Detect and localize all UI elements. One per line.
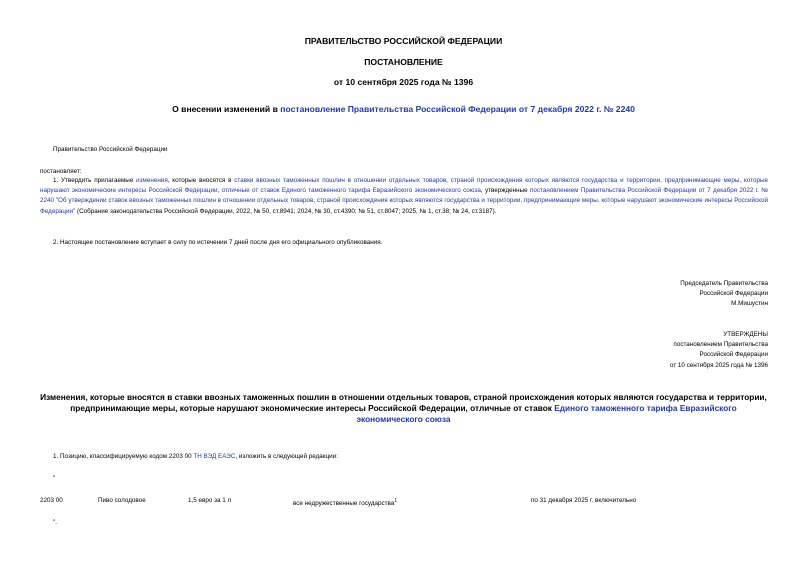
paragraph-1	[40, 176, 768, 217]
row-countries	[293, 496, 397, 509]
p1-text-a: 1. Утвердить прилагаемые	[53, 177, 137, 184]
resolves-word: постановляет:	[40, 168, 82, 175]
approved-by: постановлением Правительства	[673, 341, 768, 349]
document-date-number: от 10 сентября 2025 года № 1396	[333, 77, 474, 87]
approved-country: Российской Федерации	[699, 351, 768, 359]
row-name: Пиво солодовое	[98, 497, 146, 504]
row-countries-text: все недружественные государства	[293, 500, 395, 508]
approved-block	[670, 330, 768, 371]
changes-link[interactable]: изменения	[136, 177, 168, 184]
issuer: Правительство Российской Федерации	[53, 146, 168, 153]
p1-text-d: (Собрание законодательства Российской Федерации, 2022, № 50, ст.8941; 2024, № 30, ст.4390; № 51, ст.8047; 2025, № 1, ст.38; № 24, ст.3187).	[75, 207, 497, 215]
approved-date: от 10 сентября 2025 года № 1396	[669, 361, 768, 369]
open-quote: "	[53, 475, 56, 482]
resolution-2240-link[interactable]: постановлением Правительства Российской Федерации от 7 декабря 2022 г. № 2240 "Об утверждении ставок ввозных таможенных пошлин в отношении отдельных товаров, страной происхождения которых являются государства и территории, предпринимающие меры, которые нарушают экономические интересы Российской Федерации"	[40, 187, 768, 215]
government-title: ПРАВИТЕЛЬСТВО РОССИЙСКОЙ ФЕДЕРАЦИИ	[304, 36, 503, 46]
p1-text-c: , утвержденные	[480, 187, 530, 195]
row-code: 2203 00	[40, 497, 63, 504]
item1-text-b: , изложить в следующей редакции:	[235, 453, 338, 460]
item1-text-a: 1. Позицию, классифицируемую кодом 2203 00	[53, 453, 194, 460]
change-item-1	[53, 452, 338, 462]
rates-link[interactable]: ставки ввозных таможенных пошлин в отношении отдельных товаров, страной происхождения которых являются государства и территории, предпринимающие меры, которые нарушают экономические интересы Российской Федерации, отличные от ставок Единого таможенного тарифа Евразийского экономического союза	[40, 177, 768, 195]
signature-block	[680, 279, 768, 310]
row-countries-footnote[interactable]: 1	[394, 498, 398, 504]
signature-country: Российской Федерации	[699, 290, 768, 298]
signature-position: Председатель Правительства	[680, 280, 768, 287]
document-title	[0, 104, 807, 114]
tn-ved-link[interactable]: ТН ВЭД ЕАЭС	[193, 453, 236, 460]
document-title-prefix: О внесении изменений в	[172, 104, 281, 114]
changes-title-text: Изменения, которые вносятся в ставки ввозных таможенных пошлин в отношении отдельных товаров, страной происхождения которых являются государства и территории, предпринимающие меры, которые нарушают экономические интересы Российской Федерации, отличные от ставок	[40, 392, 767, 413]
row-term: по 31 декабря 2025 г. включительно	[531, 497, 637, 504]
unified-tariff-link[interactable]: Единого таможенного тарифа Евразийского экономического союза	[356, 403, 737, 424]
approved-heading: УТВЕРЖДЕНЫ	[723, 331, 768, 338]
close-quote: ".	[53, 519, 57, 526]
p1-text-b: , которые вносятся в	[167, 177, 235, 184]
document-type: ПОСТАНОВЛЕНИЕ	[364, 57, 443, 67]
signature-name: М.Мишустин	[731, 300, 768, 308]
changes-title	[40, 392, 767, 425]
paragraph-2: 2. Настоящее постановление вступает в силу по истечении 7 дней после дня его официального опубликования.	[53, 239, 383, 246]
amended-resolution-link[interactable]: постановление Правительства Российской Федерации от 7 декабря 2022 г. № 2240	[280, 104, 635, 114]
row-rate: 1,5 евро за 1 л	[188, 497, 232, 504]
